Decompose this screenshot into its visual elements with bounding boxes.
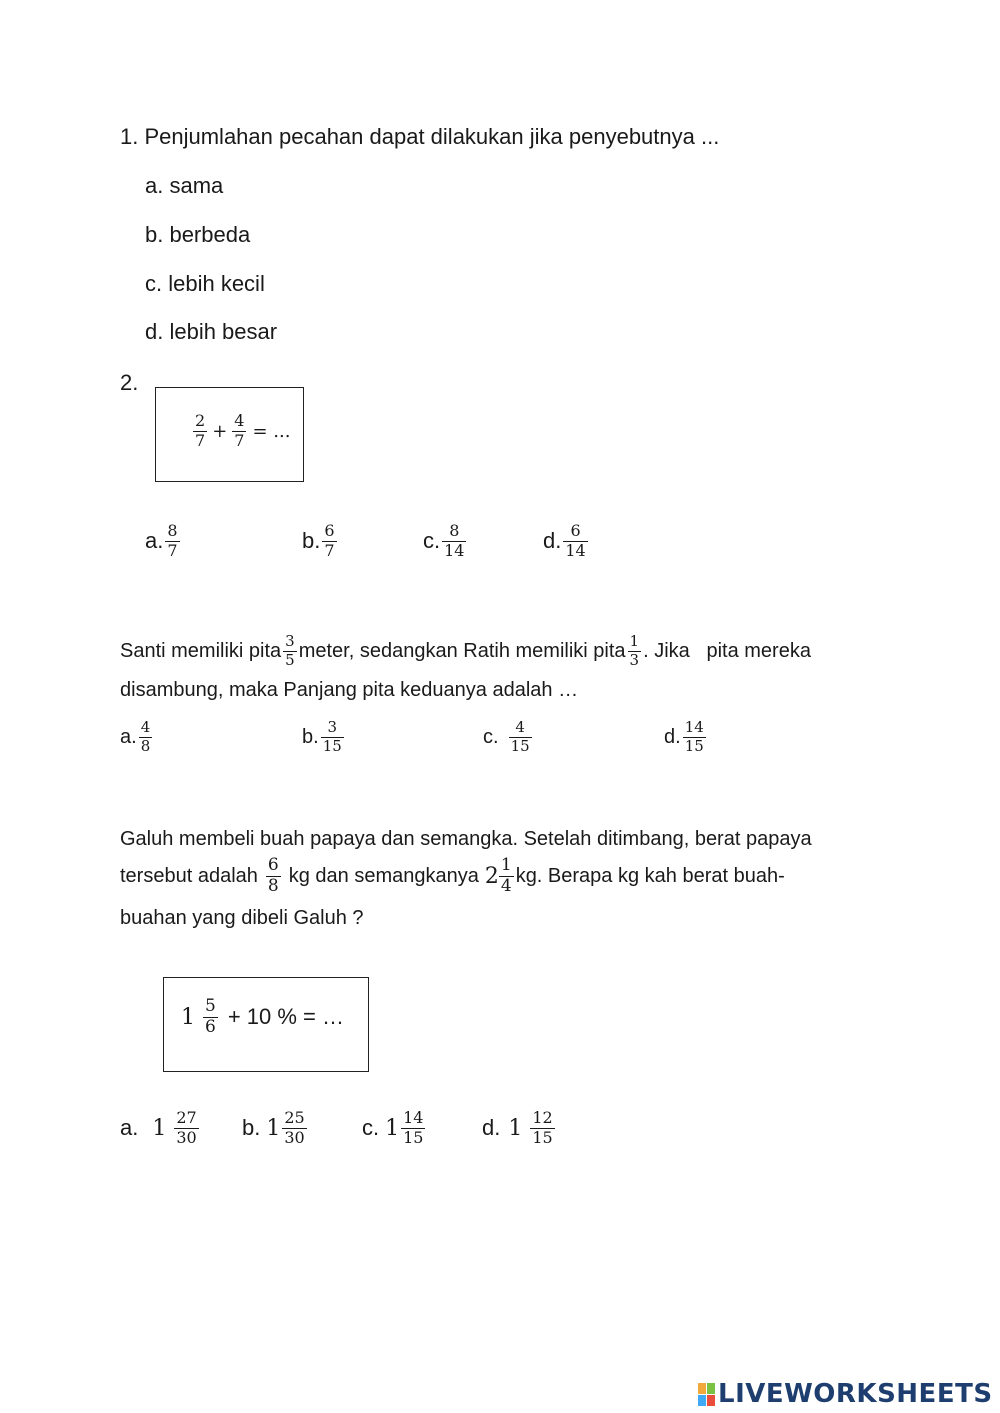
- q5-option-c[interactable]: [362, 1110, 427, 1147]
- q5-option-d-whole: 1: [508, 1115, 523, 1141]
- q5-frac: $\frac{5}{6}$: [205, 996, 216, 1037]
- q2-expression-box: [155, 387, 304, 482]
- q3-frac-1: $\frac{3}{5}$: [285, 632, 295, 669]
- q1-option-d[interactable]: d. lebih besar: [145, 319, 278, 344]
- q2-option-a[interactable]: [145, 523, 182, 560]
- q4-line-3: buahan yang dibeli Galuh ?: [120, 907, 364, 929]
- q3-option-b[interactable]: [302, 720, 346, 755]
- q3-option-c-frac: $\frac{4}{15}$: [510, 718, 530, 755]
- option-label: a.: [120, 1115, 139, 1141]
- q4-text-b: kg dan semangkanya: [288, 864, 479, 887]
- q3-line-2: disambung, maka Panjang pita keduanya adalah …: [120, 679, 579, 701]
- liveworksheets-logo-icon: [698, 1383, 715, 1406]
- q2-equals: = ...: [252, 420, 291, 442]
- option-label: a.: [120, 725, 137, 748]
- q2-option-c[interactable]: [423, 523, 468, 560]
- liveworksheets-logo-text: LIVEWORKSHEETS: [718, 1379, 993, 1409]
- q1-option-c[interactable]: c. lebih kecil: [145, 271, 265, 296]
- q4-mixed-whole: 2: [484, 863, 499, 889]
- option-label: c.: [423, 528, 441, 554]
- question-1-text: 1. Penjumlahan pecahan dapat dilakukan jika penyebutnya ...: [120, 124, 720, 149]
- q2-expression: [191, 413, 290, 450]
- option-label: d.: [664, 725, 681, 748]
- q2-frac-1: $\frac{2}{7}$: [195, 411, 206, 450]
- question-2-number: 2.: [120, 370, 139, 395]
- q3-text-a: Santi memiliki pita: [120, 639, 282, 662]
- q3-text-b: meter, sedangkan Ratih memiliki pita: [298, 639, 626, 662]
- option-label: b.: [302, 528, 321, 554]
- q5-option-d-frac: $\frac{12}{15}$: [532, 1108, 553, 1147]
- q5-option-a[interactable]: [120, 1110, 201, 1147]
- option-label: c.: [483, 725, 499, 748]
- q3-frac-2: $\frac{1}{3}$: [629, 632, 640, 669]
- q3-line-1: [120, 634, 811, 669]
- q2-option-d-frac: $\frac{6}{14}$: [565, 521, 586, 560]
- q1-option-b[interactable]: b. berbeda: [145, 222, 251, 247]
- q4-text-c: kg. Berapa kg kah berat buah-: [515, 864, 785, 887]
- q4-line-2: [120, 857, 785, 896]
- q5-expression: [181, 998, 344, 1037]
- q3-option-a[interactable]: [120, 720, 154, 755]
- option-label: d.: [482, 1115, 501, 1141]
- q5-option-c-frac: $\frac{14}{15}$: [403, 1108, 424, 1147]
- q5-whole: 1: [181, 1004, 195, 1030]
- q3-option-d[interactable]: [664, 720, 708, 755]
- q2-option-d[interactable]: [543, 523, 590, 560]
- q2-frac-2: $\frac{4}{7}$: [234, 411, 245, 450]
- q3-option-a-frac: $\frac{4}{8}$: [140, 718, 151, 755]
- q5-option-b[interactable]: [242, 1110, 309, 1147]
- q4-text-a: tersebut adalah: [120, 864, 258, 887]
- q3-option-b-frac: $\frac{3}{15}$: [322, 718, 342, 755]
- q5-option-d[interactable]: [482, 1110, 557, 1147]
- q5-expression-box: [163, 977, 369, 1072]
- q5-option-b-frac: $\frac{25}{30}$: [284, 1108, 305, 1147]
- q2-option-b-frac: $\frac{6}{7}$: [324, 521, 335, 560]
- q2-option-c-frac: $\frac{8}{14}$: [444, 521, 465, 560]
- q4-frac-1: $\frac{6}{8}$: [267, 855, 279, 896]
- q5-option-b-whole: 1: [266, 1115, 281, 1141]
- option-label: d.: [543, 528, 562, 554]
- q5-option-a-whole: 1: [152, 1115, 167, 1141]
- q1-option-a[interactable]: a. sama: [145, 173, 224, 198]
- option-label: b.: [302, 725, 319, 748]
- option-label: c.: [362, 1115, 380, 1141]
- liveworksheets-logo[interactable]: [698, 1379, 993, 1409]
- q3-option-c[interactable]: [483, 720, 534, 755]
- option-label: b.: [242, 1115, 261, 1141]
- q5-option-c-whole: 1: [385, 1115, 400, 1141]
- q4-line-1: Galuh membeli buah papaya dan semangka. Setelah ditimbang, berat papaya: [120, 828, 812, 850]
- q3-text-c: . Jika pita mereka: [643, 639, 811, 662]
- q2-option-a-frac: $\frac{8}{7}$: [167, 521, 178, 560]
- q3-option-d-frac: $\frac{14}{15}$: [684, 718, 704, 755]
- q5-option-a-frac: $\frac{27}{30}$: [176, 1108, 197, 1147]
- q2-option-b[interactable]: [302, 523, 339, 560]
- q5-rest: + 10 % = …: [227, 1004, 345, 1030]
- option-label: a.: [145, 528, 164, 554]
- plus-sign: +: [212, 420, 228, 442]
- q4-mixed-frac: $\frac{1}{4}$: [500, 855, 512, 896]
